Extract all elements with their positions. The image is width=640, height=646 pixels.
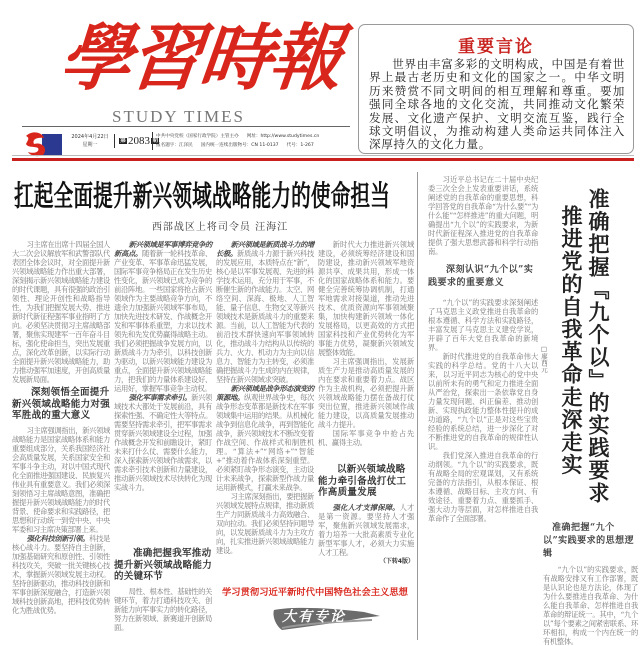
header-divider-red <box>12 158 634 161</box>
paragraph-text: 新质战斗力源于新兴科技的发展应用，本质特点在“新”，核心是以军事发展观、先进的科学技术运用，充分用于军事，不断催生新的作战能力。太空、网络空间、深海、极地、人工智能、量子信息、生物交叉等新兴领域技术是新质战斗力的重要来源。当前，以人工智能为代表的前沿技术群快速向军事领域转化，推动战斗力结构从以传统的兵力、火力、机动力为主向以信息力、智能力为主转变，必须准确把握战斗力生成的内在规律，坚持在新兴领域求突破。 <box>216 249 314 384</box>
lead-headline[interactable]: 扛起全面提升新兴领域战略能力的使命担当 <box>14 179 391 213</box>
lead-phrase: 强化科技创新引领。 <box>26 533 90 543</box>
newspaper-masthead: 學習時報 <box>55 15 345 100</box>
paragraph-text: 纵观世界战争史，每次战争形态变革都是新技术在军事领域集中运用的结果。从机械化战争到信息化战争，再到智能化战争，新兴领域技术不断改变着作战空间、作战样式和制胜机理。“算法+”“网络+”“智能+”推动着作战体系深刻重塑。必须紧盯战争形态演变，主动设计未来战争，探索新型作战力量运用新模式，打赢未来战争。 <box>216 393 314 492</box>
section-heading: 深刻认识“九个以”实践要求的重要意义 <box>428 265 534 288</box>
lead-column-3 <box>216 240 314 555</box>
lead-phrase: 新兴领域是军事博弈竞争的新高点。 <box>114 240 212 258</box>
continued-on-page[interactable]: （下转4版） <box>379 557 414 565</box>
paragraph <box>114 240 212 393</box>
issue-suffix: 期 <box>152 138 159 145</box>
paragraph: 习主席强调指出，新兴领域战略能力是国家战略体系和能力重要组成部分，关系我国经济社会高质量发展，关系国家安全和军事斗争主动，对以中国式现代化全面推进强国建设、民族复兴伟业具有重要意义。我们必须深刻领悟习主席战略意图，准确把握提升新兴领域战略能力的时代背景、使命要求和实践路径，把思想和行动统一到党中央、中央军委和习主席决策部署上来。 <box>12 425 110 534</box>
lead-phrase: 新兴领域是新质战斗力的增长极。 <box>216 240 314 258</box>
paragraph-text: 新兴领域技术大都处于发展前沿，具有探索性强、不确定性大等特点。需要坚持需求牵引，把军事需求贯穿新兴领域建设全过程，加强作战概念开发和前瞻设计，紧盯未来打什么仗、需要什么能力，深入探索新兴领域作战需求，以需求牵引技术创新和力量建设，推动新兴领域技术尽快转化为现实战斗力。 <box>114 393 212 492</box>
section-heading: 以新兴领域战略能力牵引备战打仗工作高质量发展 <box>318 464 407 498</box>
paragraph <box>216 240 314 384</box>
inscription-text: 报名题字：江泽民 <box>156 143 193 148</box>
issue-prefix: 第 <box>120 138 127 145</box>
lead-phrase: 强化军事需求牵引。 <box>128 393 192 402</box>
important-remarks-box <box>358 24 634 154</box>
paragraph: 习主席在出席十四届全国人大二次会议解放军和武警部队代表团全体会议时，对全面提升新兴领域战略能力作出重大部署，深刻揭示新兴领域战略能力建设的时代课题，具有很强的政治引领性、理论开创性和战略指导性，为我们把握发展大势、推进新时代新征程强军事业指明了方向。必须坚决贯彻习主席战略部署，聚焦实现建军一百年奋斗目标，强化使命担当，突出发展重点，深化改革创新，以实际行动全面提升新兴领域战略能力，助力推动强军加速度，开创高质量发展新局面。 <box>12 240 110 384</box>
lead-column-2-bottom <box>114 548 212 632</box>
masthead-divider <box>22 126 350 127</box>
right-article-body <box>428 175 538 523</box>
lead-column-1 <box>12 240 110 615</box>
paragraph: 新时代大力推进新兴领域建设，必须统筹经济建设和国防建设，推动新兴领域军地资源共享、成果共用，形成一体化的国家战略体系和能力。要健全完善统筹协调机制，打通军地需求对接渠道，推动先进技术、优质资源向军事领域聚集，加快构建新兴领域一体化发展格局，以更高效的方式把国家科技和产业优势转化为军事能力优势，凝聚新兴领域发展整体效能。 <box>318 240 414 357</box>
paragraph-text: 随着新一轮科技革命、产业变革、军事革命迅猛发展，国际军事竞争格局正在发生历史性变化，新兴领域已成为竞争的前沿阵地。一些国家将抢占新兴领域作为主要战略竞争方向，不遗余力加强新兴领域军事布局，加快先进技术研发、作战概念开发和军事体系重塑，力求以技术领先和先发优势赢得战略主动。我们必须把握战争发展方向，以新质战斗力为牵引，以科技创新为驱动，以新兴领域能力建设为重点，全面提升新兴领域战略能力，把我们的力量体系建设好、运用好，掌握军事竞争主动权。 <box>114 249 212 393</box>
paragraph: 习近平总书记在二十届中央纪委三次全会上发表重要讲话，系统阐述党的自我革命的重要思想，科学回答党的自我革命“为什么要”“为什么能”“怎样推进”的重大问题，明确提出“九个以”的实践要求，为新时代新征程深入推进党的自我革命提供了强大思想武器和科学行动指南。 <box>428 175 538 256</box>
section-heading: 准确把握“九个以”实践要求的思想逻辑 <box>543 523 635 559</box>
paragraph <box>318 503 414 557</box>
column-badge: 大有专论 <box>282 609 346 625</box>
website-link[interactable]: 网址：http://www.studytimes.cn <box>246 134 320 139</box>
issue-date <box>70 133 110 149</box>
issue-number-value: 2083 <box>128 135 151 147</box>
lead-column-4-bottom <box>318 464 414 566</box>
section-heading: 深刻领悟全面提升新兴领域战略能力对强军胜战的重大意义 <box>12 387 111 421</box>
paragraph: 我们党深入推进自我革命的行动纲领。“九个以”的实践要求，既有战略全局的宏观谋划，又有系统完备的方法指引，从根本保证、根本遵循、战略目标、主攻方向、有效途径、重要着力点、重要抓手、强大动力等层面，对怎样推进自我革命作了全面部署。 <box>428 451 538 523</box>
paragraph-text: 人才是第一资源。要坚持人才强军，聚焦新兴领域发展需求，着力培养一大批高素质专业化新型军事人才，必须大力实施人才工程。 <box>318 502 414 557</box>
paragraph <box>216 384 314 492</box>
series-banner: 学习贯彻习近平新时代中国特色社会主义思想 <box>222 587 408 598</box>
publication-info <box>152 132 361 150</box>
column-separator <box>417 172 418 640</box>
paragraph: 习主席强调指出，发展新质生产力是推动高质量发展的内在要求和重要着力点。战区作为主战机构，必须把提升新兴领域战略能力摆在备战打仗突出位置，推进新兴领域作战能力建设，以高质量发展推动战斗力提升。 <box>318 357 414 429</box>
date-text: 2024年4月22日 <box>71 134 109 140</box>
paragraph: “九个以”的实践要求深刻阐述了马克思主义政党推进自我革命的根本遵循、科学方法和实践路径，丰富发展了马克思主义建党学说，开辟了百年大党自我革命的新境界。 <box>428 298 538 352</box>
paragraph: 局性、根本性、基础性的关键环节，着力打通科技攻关、创新能力向军事实力的转化路径，努力在新领域、新赛道开创新局面。 <box>114 586 212 632</box>
paragraph: “九个以”的实践要求，既有战略安排又有工作部署，既是认识论也是方法论，体现了为什么要推进自我革命、为什么能自我革命、怎样推进自我革命的辩证统一。其中，“九个以”每个要素之间紧密联系、环环相扣，构成一个内在统一的有机整体。 <box>543 565 638 646</box>
cn-number: 国内统一连续出版物号：CN 11-0137 <box>200 143 279 148</box>
lead-byline: 西部战区上将司令员 汪海江 <box>151 222 289 233</box>
sponsor-text: 中共中央党校（国家行政学院）主管主办 <box>156 134 239 139</box>
right-article-title-line-2[interactable]: 推进党的自我革命走深走实 <box>559 205 584 477</box>
masthead-subtitle: STUDY TIMES <box>112 107 245 126</box>
paragraph <box>114 393 212 492</box>
header-divider-gray <box>12 155 634 156</box>
right-article-author: □廖西元 <box>540 345 548 373</box>
section-heading: 准确把握我军推动提升新兴领域战略能力的关键环节 <box>114 548 213 582</box>
paragraph: 新时代推进党的自我革命伟大实践的科学总结。党的十八大以来，以习近平同志为核心的党中央以前所未有的勇气和定力推进全面从严治党，探索出一条依靠党自身力量发现问题、纠正偏差、推动创新、实现执政能力整体性提升的成功道路，“九个以”正是对这些宝贵经验的系统总结，进一步深化了对不断推进党的自我革命的规律性认识。 <box>428 352 538 451</box>
paragraph <box>12 534 110 615</box>
lead-column-4 <box>318 240 414 447</box>
paragraph: 习主席深刻指出，要把握新兴领域发展特点规律，推动新质生产力同新质战斗力高效融合、双向拉动。我们必须坚持问题导向，以发展新质战斗力为主攻方向，扎实推进新兴领域战略能力建设。 <box>216 492 314 555</box>
right-article-column-2 <box>543 522 638 646</box>
weekday-text: 星期一 <box>82 142 98 148</box>
quote-title: 重要言论 <box>458 37 534 57</box>
lead-phrase: 强化人才支撑保障。 <box>332 502 400 512</box>
paragraph: 国际军事竞争中抢占先机、赢得主动。 <box>318 429 414 447</box>
quote-text: 世界由丰富多彩的文明构成，中国是有着世界上最古老历史和文化的国家之一。中华文明历来赞赏不同文明间的相互理解和尊重。要加强同全球各地的文化交流，共同推动文化繁荣发展、文化遗产保护、文明交流互鉴，践行全球文明倡议，为推动构建人类命运共同体注入深厚持久的文化力量。 <box>369 57 625 152</box>
paragraph-text: 科技是核心战斗力。要坚持自主创新，加强基础研究和原创性、引领性科技攻关，突破一批关键核心技术，掌握新兴领域发展主动权。坚持创新驱动，推动科技创新和军事创新深度融合，打造新兴领域科技创新高地，把科技优势转化为胜战优势。 <box>12 533 110 615</box>
postal-code: 代号：1-267 <box>286 143 314 148</box>
right-article-title-line-1[interactable]: 准确把握『九个以』的实践要求 <box>586 188 611 505</box>
newspaper-logo-icon <box>22 128 64 158</box>
lead-column-2 <box>114 240 212 492</box>
lead-phrase: 新兴领域是战争形态演变的策源地。 <box>216 384 314 402</box>
